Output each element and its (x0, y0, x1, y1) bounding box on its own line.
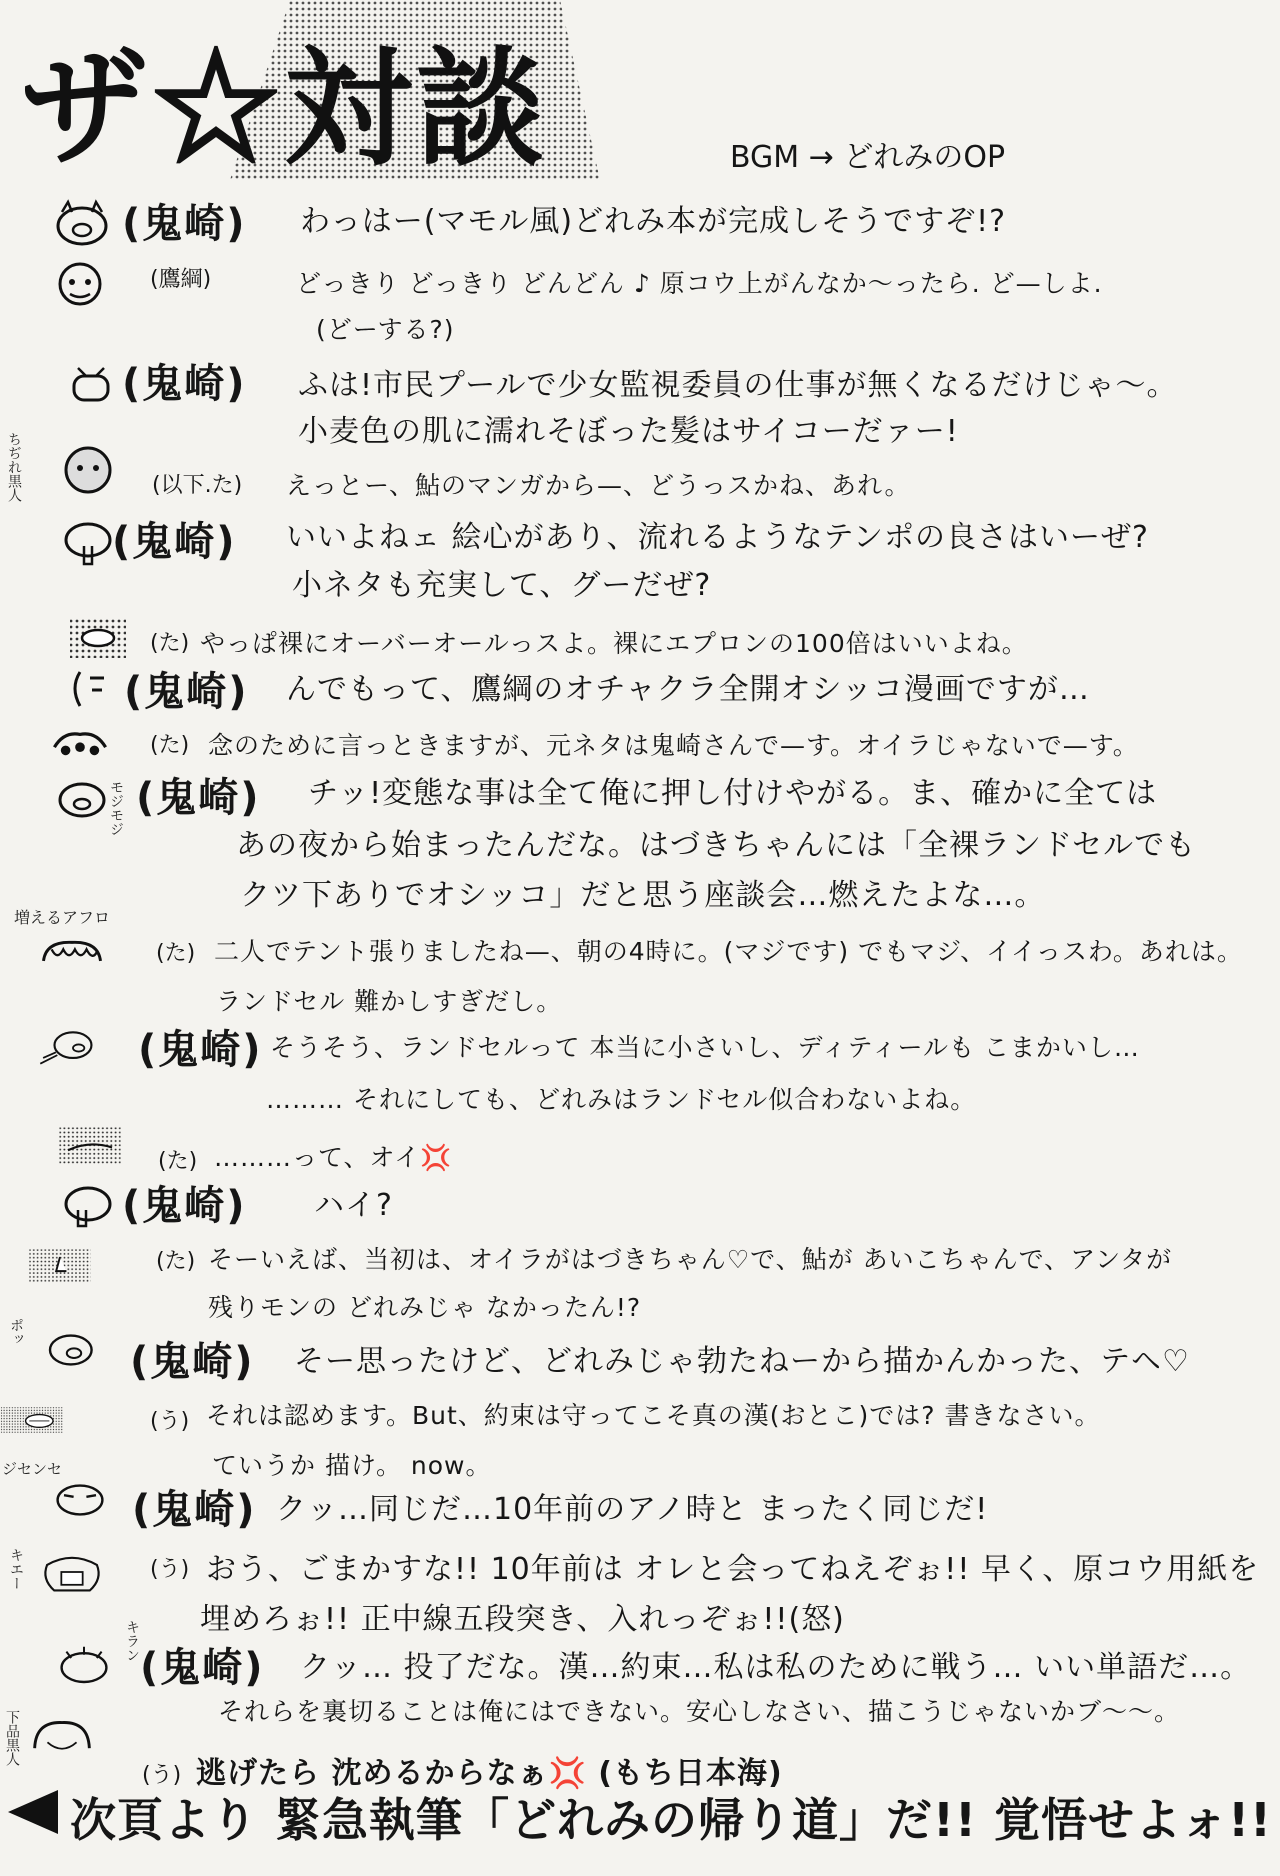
dialogue-line: ……… それにしても、どれみはランドセル似合わないよね。 (266, 1085, 977, 1114)
sweat-face-icon (60, 662, 124, 714)
speaker-label: (鬼崎) (138, 1027, 263, 1073)
big-afro-icon (40, 928, 104, 980)
page-title: ザ☆対談 (20, 34, 549, 184)
speaker-label: (鬼崎) (136, 775, 261, 821)
afro-hair-icon (48, 718, 112, 770)
side-note-moji: モジモジ (108, 780, 124, 836)
curly-hair-face-icon (50, 258, 114, 310)
speaker-label: (鬼崎) (140, 1645, 265, 1691)
dialogue-line: クッ…同じだ…10年前のアノ時と まったく同じだ! (276, 1492, 989, 1527)
dialogue-line: それらを裏切ることは俺にはできない。安心しなさい、描こうじゃないかブ〜〜。 (218, 1697, 1181, 1726)
dialogue-line: そうそう、ランドセルって 本当に小さいし、ディティールも こまかいし… (270, 1033, 1140, 1062)
nose-face-icon (28, 1240, 92, 1292)
side-note-poppo: ポッ (8, 1318, 24, 1346)
title-block (0, 0, 610, 184)
side-note-geshina: 下品黒人 (4, 1710, 20, 1766)
speaker-label: (鬼崎) (122, 201, 247, 247)
speaker-label: (鬼崎) (124, 669, 249, 715)
dialogue-line: おう、ごまかすな!! 10年前は オレと会ってねえぞぉ!! 早く、原コウ用紙を (206, 1552, 1260, 1587)
dialogue-line: ランドセル 難かしすぎだし。 (216, 987, 563, 1016)
dialogue-line: えっとー、鮎のマンガから—、どうっスかね、あれ。 (286, 471, 911, 500)
side-note-jisensei: ジセンセ (2, 1460, 63, 1478)
bgm-note: BGM → どれみのOP (730, 140, 1006, 175)
pig-sad-icon (48, 1474, 112, 1526)
pig-sparkle-icon (52, 1640, 116, 1692)
speaker-label: (鬼崎) (122, 361, 247, 407)
dialogue-line: 逃げたら 沈めるからなぁ💢 (もち日本海) (196, 1756, 783, 1791)
speaker-label: (た) (150, 733, 190, 758)
dialogue-line: どっきり どっきり どんどん ♪ 原コウ上がんなか〜ったら. ど—しよ. (296, 269, 1103, 298)
dialogue-line: いいよねェ 絵心があり、流れるようなテンポの良さはいーぜ? (286, 520, 1149, 555)
side-note-kie: キエー (8, 1548, 24, 1590)
pig-blush-icon (34, 1324, 98, 1376)
speaker-label: (以下.た) (152, 473, 243, 498)
pig-face-icon (50, 198, 114, 250)
dialogue-line: ていうか 描け。 now。 (212, 1451, 492, 1480)
pig-leaping-icon (36, 1022, 100, 1074)
teeth-face-icon (0, 1394, 64, 1446)
pointing-arrow-icon (8, 1790, 58, 1834)
dialogue-line: ………って、オイ💢 (214, 1143, 453, 1172)
dialogue-line: そー思ったけど、どれみじゃ勃たねーから描かんかった、テヘ♡ (294, 1344, 1190, 1379)
dialogue-line: クッ… 投了だな。漢…約束…私は私のために戦う… いい単語だ…。 (300, 1650, 1252, 1685)
dialogue-line: んでもって、鷹綱のオチャクラ全開オシッコ漫画ですが… (286, 672, 1090, 707)
angry-mark-icon (58, 1120, 122, 1172)
dialogue-line: ハイ? (314, 1188, 393, 1223)
next-page-announcement: 次頁より 緊急執筆「どれみの帰り道」だ!! 覚悟せよォ!! (70, 1793, 1273, 1847)
grimace-face-icon (60, 360, 124, 412)
speaker-label: (鬼崎) (130, 1339, 255, 1385)
side-note-kurobito: ちぢれ黒人 (6, 432, 22, 502)
tongue-face-icon (54, 516, 118, 568)
dialogue-line: チッ!変態な事は全て俺に押し付けやがる。ま、確かに全ては (308, 776, 1158, 811)
dialogue-line: やっぱ裸にオーバーオールっスよ。裸にエプロンの100倍はいいよね。 (200, 629, 1028, 658)
dialogue-line: (どーする?) (316, 315, 455, 344)
dialogue-line: 念のために言っときますが、元ネタは鬼崎さんで—す。オイラじゃないで—す。 (208, 731, 1139, 760)
speaker-label: (鷹綱) (150, 267, 212, 292)
dialogue-line: 小麦色の肌に濡れそぼった髪はサイコーだァー! (298, 414, 959, 449)
speaker-label: (た) (158, 1149, 198, 1174)
grinning-face-icon (30, 1714, 94, 1766)
speaker-label: (鬼崎) (122, 1183, 247, 1229)
speaker-label: (た) (156, 1249, 196, 1274)
dialogue-line: それは認めます。But、約束は守ってこそ真の漢(おとこ)では? 書きなさい。 (206, 1401, 1101, 1430)
shouting-face-icon (40, 1546, 104, 1598)
dialogue-line: 埋めろぉ!! 正中線五段突き、入れっぞぉ!!(怒) (200, 1602, 845, 1637)
dialogue-line: 残りモンの どれみじゃ なかったん!? (208, 1293, 642, 1322)
dialogue-line: そーいえば、当初は、オイラがはづきちゃん♡で、鮎が あいこちゃんで、アンタが (208, 1245, 1173, 1274)
frizzy-face-icon (56, 444, 120, 496)
dialogue-line: ふは!市民プールで少女監視委員の仕事が無くなるだけじゃ〜。 (298, 368, 1178, 403)
speaker-label: (た) (156, 941, 196, 966)
dialogue-line: わっはー(マモル風)どれみ本が完成しそうですぞ!? (300, 204, 1007, 239)
lips-icon (68, 612, 132, 664)
dialogue-line: 小ネタも充実して、グーだぜ? (292, 568, 712, 603)
dialogue-line: クツ下ありでオシッコ」だと思う座談会…燃えたよな…。 (240, 878, 1046, 913)
speaker-label: (う) (150, 1557, 190, 1582)
speaker-label: (鬼崎) (112, 519, 237, 565)
dialogue-line: 二人でテント張りましたね—、朝の4時に。(マジです) でもマジ、イイっスわ。あれは。 (214, 937, 1243, 966)
speaker-label: (鬼崎) (132, 1487, 257, 1533)
side-note-kiran: キラン (124, 1620, 140, 1662)
pig-heart-icon (52, 772, 116, 824)
side-note-afro: 増えるアフロ (14, 908, 111, 927)
tongue-face-icon (54, 1180, 118, 1232)
speaker-label: (う) (142, 1763, 182, 1788)
dialogue-line: あの夜から始まったんだな。はづきちゃんには「全裸ランドセルでも (236, 828, 1197, 863)
speaker-label: (た) (150, 631, 190, 656)
speaker-label: (う) (150, 1409, 190, 1434)
